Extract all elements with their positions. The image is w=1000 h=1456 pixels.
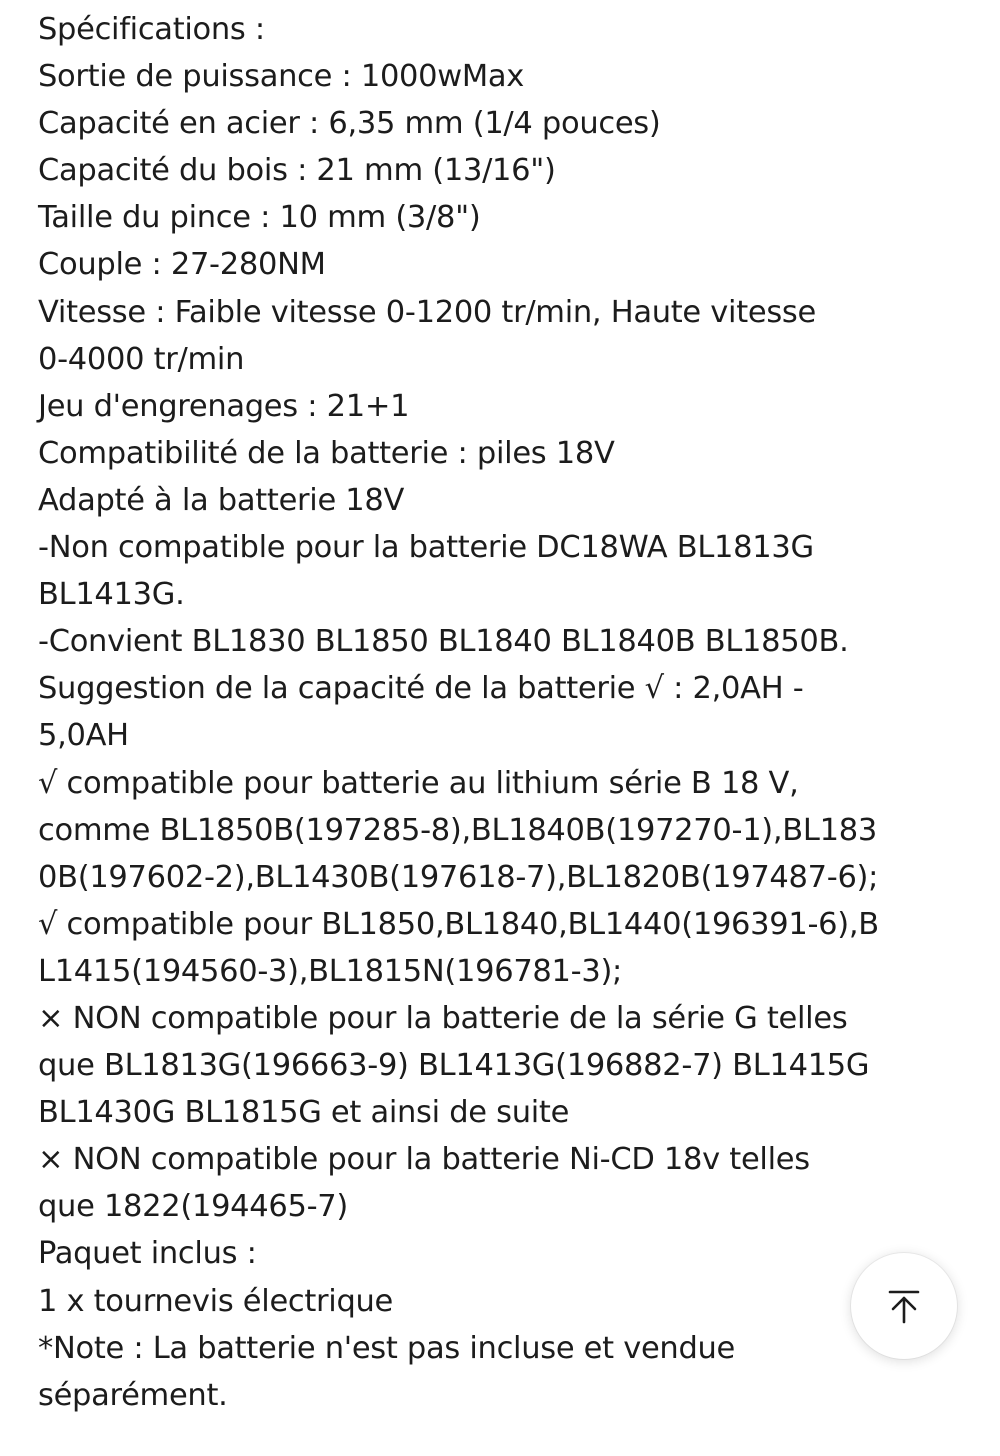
spec-battery-compat: Compatibilité de la batterie : piles 18V (38, 435, 615, 471)
spec-heading: Spécifications : (38, 12, 265, 47)
spec-torque: Couple : 27-280NM (38, 247, 326, 283)
spec-capacity-suggestion: Suggestion de la capacité de la batterie √ : 2,0AH - (38, 671, 804, 707)
spec-nicd-list: que 1822(194465-7) (38, 1189, 349, 1225)
arrow-up-to-line-icon (884, 1286, 924, 1326)
spec-g-series-incompat: × NON compatible pour la batterie de la série G telles (38, 1000, 848, 1036)
package-heading: Paquet inclus : (38, 1236, 257, 1272)
spec-speed-cont: 0-4000 tr/min (38, 341, 245, 377)
spec-battery-fit: Adapté à la batterie 18V (38, 482, 405, 518)
spec-power-output: Sortie de puissance : 1000wMax (38, 59, 525, 95)
package-item: 1 x tournevis électrique (38, 1283, 394, 1319)
scroll-to-top-button[interactable] (851, 1253, 957, 1359)
spec-capacity-suggestion-cont: 5,0AH (38, 718, 129, 754)
spec-chuck-size: Taille du pince : 10 mm (3/8") (38, 200, 481, 236)
spec-steel-capacity: Capacité en acier : 6,35 mm (1/4 pouces) (38, 106, 661, 142)
spec-b-series-compat: √ compatible pour batterie au lithium série B 18 V, (38, 765, 799, 801)
spec-compat-list-1: √ compatible pour BL1850,BL1840,BL1440(196391-6),B (38, 906, 879, 942)
spec-speed: Vitesse : Faible vitesse 0-1200 tr/min, Haute vitesse (38, 294, 816, 330)
product-description (38, 6, 978, 1419)
spec-not-compatible: -Non compatible pour la batterie DC18WA BL1813G (38, 530, 814, 566)
spec-compat-list-2: L1415(194560-3),BL1815N(196781-3); (38, 953, 623, 989)
spec-g-series-list-1: que BL1813G(196663-9) BL1413G(196882-7) BL1415G (38, 1048, 870, 1084)
spec-g-series-list-2: BL1430G BL1815G et ainsi de suite (38, 1095, 570, 1131)
spec-suitable: -Convient BL1830 BL1850 BL1840 BL1840B BL1850B. (38, 624, 849, 660)
spec-b-series-list-2: 0B(197602-2),BL1430B(197618-7),BL1820B(197487-6); (38, 859, 879, 895)
spec-b-series-list-1: comme BL1850B(197285-8),BL1840B(197270-1),BL183 (38, 812, 877, 848)
spec-gear-set: Jeu d'engrenages : 21+1 (38, 388, 410, 424)
note: *Note : La batterie n'est pas incluse et vendue (38, 1330, 736, 1366)
spec-wood-capacity: Capacité du bois : 21 mm (13/16") (38, 153, 556, 189)
note-cont: séparément. (38, 1377, 228, 1413)
spec-not-compatible-cont: BL1413G. (38, 577, 185, 613)
spec-nicd-incompat: × NON compatible pour la batterie Ni-CD 18v telles (38, 1142, 810, 1178)
